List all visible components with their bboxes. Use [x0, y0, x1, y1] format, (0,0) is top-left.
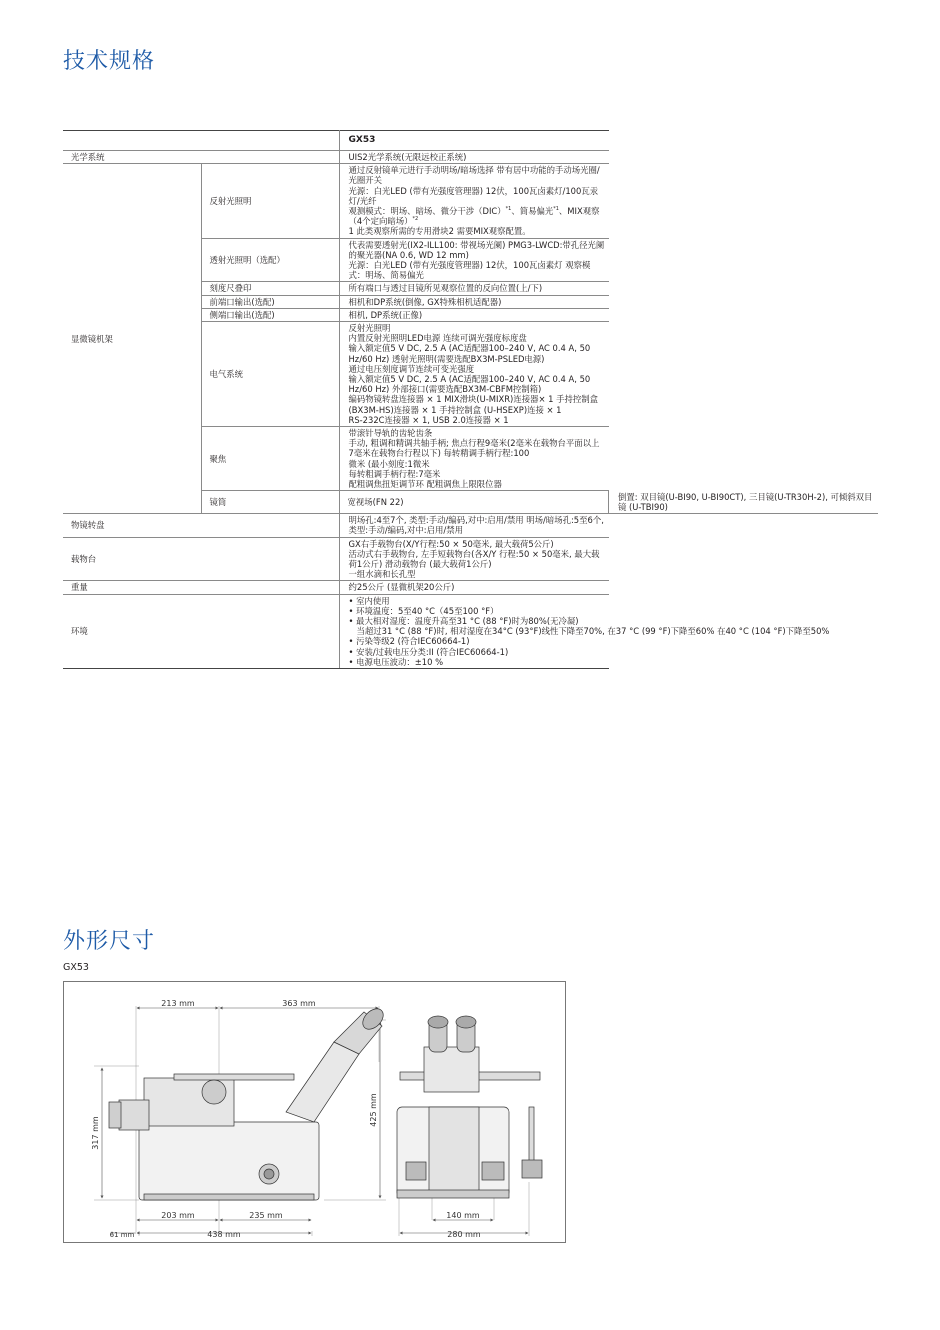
- value-line: 光源：白光LED (带有光强度管理器) 12伏，100瓦卤素灯 观察模式：明场、简易偏光: [348, 260, 591, 281]
- row-value: 相机和DP系统(倒像, GX特殊相机适配器): [339, 295, 609, 308]
- value-line: • 电源电压波动：±10 %: [348, 656, 444, 667]
- dim-235-label: 235 mm: [249, 1211, 283, 1220]
- footnote-mark: *1: [553, 206, 559, 213]
- row-sublabel: 聚焦: [201, 427, 339, 491]
- dim-317-label: 317 mm: [91, 1116, 100, 1150]
- row-value: 明场孔:4至7个, 类型:手动/编码,对中:启用/禁用 明场/暗场孔:5至6个, 类型:手动/编码,对中:启用/禁用: [339, 514, 609, 537]
- row-sublabel: 电气系统: [201, 322, 339, 427]
- value-line: 代表需要透射光(IX2-ILL100: 带视场光阑) PMG3-LWCD:带孔径光阑的聚光器(NA 0.6, WD 12 mm): [348, 239, 605, 260]
- value-text: 、简易偏光: [511, 206, 554, 217]
- row-value: UIS2光学系统(无限远校正系统): [339, 151, 609, 164]
- row-label: 镜筒: [201, 491, 339, 514]
- value-line: 编码物镜转盘连接器 × 1 MIX滑块(U-MIXR)连接器× 1 手持控制盒(BX3M-HS)连接器 × 1 手持控制盒 (U-HSEXP)连接 × 1: [348, 394, 598, 415]
- row-label: 光学系统: [63, 151, 339, 164]
- value-line: 配粗调焦扭矩调节环 配粗调焦上限限位器: [348, 479, 502, 490]
- spec-header-row: [63, 131, 878, 151]
- value-line: [349, 206, 605, 226]
- value-line: 反射光照明: [348, 323, 391, 334]
- spec-row-optical: [63, 151, 878, 164]
- row-label: 重量: [63, 581, 339, 594]
- microscope-front-view: [397, 1016, 542, 1198]
- spec-section-title: 技术规格: [63, 49, 156, 74]
- value-line: 通过电压刻度调节连续可变光强度: [348, 363, 475, 374]
- row-label: 环境: [63, 594, 339, 668]
- value-text: 、MIX观察（4个定向暗场）: [348, 206, 600, 227]
- spec-row-stage: [63, 537, 878, 581]
- dim-280-label: 280 mm: [447, 1230, 481, 1239]
- value-line: 手动, 粗调和精调共轴手柄; 焦点行程9毫米(2毫米在载物台平面以上7毫米在载物台行程以下) 每转精调手柄行程:100: [348, 438, 600, 459]
- value-line: 一组水滴和长孔型: [348, 569, 416, 580]
- row-value: 约25公斤 (显微机架20公斤): [339, 581, 609, 594]
- dimensions-section-title: 外形尺寸: [63, 929, 156, 954]
- row-sublabel: 侧端口输出(选配): [201, 308, 339, 321]
- dim-203-label: 203 mm: [161, 1211, 195, 1220]
- row-label: 载物台: [63, 537, 339, 581]
- row-value: [339, 238, 609, 282]
- value-line: 微米 (最小刻度:1微米: [348, 458, 430, 469]
- row-sublabel: 透射光照明（选配）: [201, 238, 339, 282]
- dimensions-model-label: GX53: [63, 962, 89, 973]
- row-value: [339, 594, 830, 668]
- row-value: 倒置: 双目镜(U-BI90, U-BI90CT), 三目镜(U-TR30H-2), 可倾斜双目镜 (U-TBI90): [609, 491, 879, 514]
- dim-140-label: 140 mm: [446, 1211, 480, 1220]
- value-line: RS-232C连接器 × 1, USB 2.0连接器 × 1: [348, 414, 509, 425]
- value-line: 带滚针导轨的齿轮齿条: [348, 428, 433, 439]
- value-line: GX右手载物台(X/Y行程:50 × 50毫米, 最大载荷5公斤): [348, 538, 554, 549]
- value-line: • 环境温度：5至40 °C（45至100 °F）: [348, 605, 499, 616]
- dimension-drawing: [64, 982, 567, 1244]
- row-sublabel: 刻度尺叠印: [201, 282, 339, 295]
- value-line: • 室内使用: [348, 595, 390, 606]
- value-line: 当超过31 °C (88 °F)时, 相对湿度在34°C (93°F)线性下降至70%, 在37 °C (99 °F)下降至60% 在40 °C (104 °F)下降至50%: [348, 626, 830, 637]
- spec-row-reflected: [63, 164, 878, 238]
- row-value: [339, 164, 609, 238]
- row-value: [339, 322, 609, 427]
- value-line: • 安装/过载电压分类:II (符合IEC60664-1): [348, 646, 509, 657]
- value-line: 内置反射光照明LED电源 连续可调光强度标度盘: [348, 333, 527, 344]
- value-line: 活动式右手载物台, 左手短载物台(各X/Y 行程:50 × 50毫米, 最大载荷1公斤) 滑动载物台 (最大载荷1公斤): [348, 548, 600, 570]
- spec-row-environment: [63, 594, 878, 668]
- footnote-mark: *2: [412, 216, 419, 223]
- spec-row-weight: [63, 581, 878, 594]
- value-line: • 污染等级2 (符合IEC60664-1): [348, 636, 470, 647]
- value-line: 输入额定值5 V DC, 2.5 A (AC适配器100–240 V, AC 0.4 A, 50 Hz/60 Hz) 外部接口(需要选配BX3M-CBFM控制箱): [348, 374, 591, 395]
- dim-363-label: 363 mm: [282, 999, 316, 1008]
- dim-438-label: 438 mm: [207, 1230, 241, 1239]
- model-header: GX53: [339, 131, 609, 151]
- dimension-drawing-frame: [63, 981, 566, 1243]
- spec-table: [63, 130, 878, 669]
- microscope-side-view: [109, 1005, 387, 1200]
- value-line: 输入额定值5 V DC, 2.5 A (AC适配器100–240 V, AC 0.4 A, 50 Hz/60 Hz) 透射光照明(需要选配BX3M-PSLED电源): [348, 343, 591, 364]
- dim-425-label: 425 mm: [369, 1093, 378, 1127]
- spec-row-nosepiece: [63, 514, 878, 537]
- dim-61-label: 61 mm: [109, 1231, 135, 1239]
- value-line: • 最大相对湿度：温度升高至31 °C (88 °F)时为80%(无冷凝): [348, 616, 579, 627]
- row-label: 物镜转盘: [63, 514, 339, 537]
- row-sublabel: 宽视场(FN 22): [339, 491, 609, 514]
- row-value: [339, 427, 609, 491]
- row-value: 所有端口与透过目镜所见观察位置的反向位置(上/下): [339, 282, 609, 295]
- row-value: [339, 537, 609, 581]
- footnote-mark: *1: [505, 206, 512, 213]
- value-text: 观测模式：明场、暗场、微分干涉（DIC）: [348, 206, 506, 217]
- row-sublabel: 前端口输出(选配): [201, 295, 339, 308]
- value-line: 通过反射镜单元进行手动明场/暗场选择 带有居中功能的手动场光圈/光圈开关: [348, 165, 600, 186]
- row-value: 相机, DP系统(正像): [339, 308, 609, 321]
- value-line: 每转粗调手柄行程:7毫米: [348, 468, 441, 479]
- row-label: 显微镜机架: [63, 164, 201, 514]
- dim-213-label: 213 mm: [161, 999, 195, 1008]
- value-line: 1 此类观察所需的专用滑块2 需要MIX观察配置。: [348, 226, 531, 237]
- row-sublabel: 反射光照明: [201, 164, 339, 238]
- value-line: 光源：白光LED (带有光强度管理器) 12伏，100瓦卤素灯/100瓦汞灯/光纤: [348, 185, 599, 206]
